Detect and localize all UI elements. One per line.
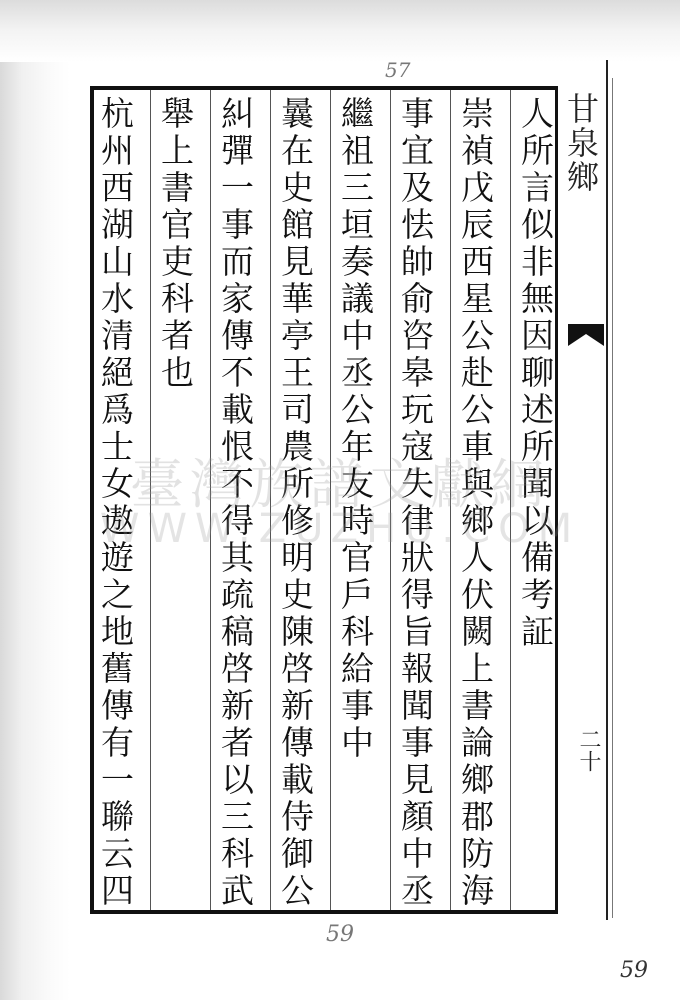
text-column-3: 事宜及怯帥俞咨皋玩寇失律狀得旨報聞事見顏中丞	[396, 96, 435, 910]
text-column-8: 杭州西湖山水清絕爲士女遨遊之地舊傳有一聯云四	[96, 96, 135, 910]
scan-shadow-top	[0, 0, 680, 62]
watermark-chinese: 臺灣族譜文獻網	[130, 453, 550, 516]
text-column-1: 人所言似非無因聊述所聞以備考証	[516, 96, 555, 651]
scan-shadow-left	[0, 0, 70, 1000]
handwritten-leaf-mark-bottom: 59	[326, 922, 354, 947]
text-column-7: 舉上書官吏科者也	[156, 96, 195, 392]
text-column-4: 繼祖三垣奏議中丞公年友時官戶科給事中	[336, 96, 375, 762]
text-column-5: 曩在史館見華亭王司農所修明史陳啓新傳載侍御公	[276, 96, 315, 910]
page-number: 59	[620, 958, 648, 983]
fishtail-mark-icon	[566, 322, 606, 348]
leaf-number: 二十	[576, 728, 601, 772]
watermark-url: WWW.ZUZHU.COM	[99, 506, 581, 552]
banxin-rule-inner	[612, 78, 613, 918]
banxin-rule	[606, 60, 608, 920]
text-column-6: 糾彈一事而家傳不載恨不得其疏稿啓新者以三科武	[216, 96, 255, 910]
text-column-2: 崇禎戊辰西星公赴公車與鄉人伏闕上書論鄉郡防海	[456, 96, 495, 910]
banxin-title: 甘泉鄉	[562, 92, 600, 194]
handwritten-leaf-mark-top: 57	[385, 58, 411, 82]
